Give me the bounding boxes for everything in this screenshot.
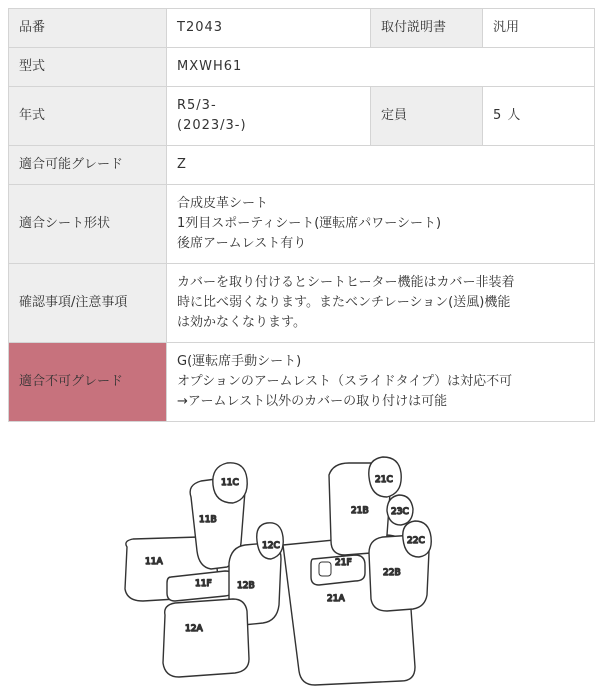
year-value <box>167 87 371 146</box>
label-11f: 11F <box>195 579 212 589</box>
seat-part-12a <box>163 599 249 677</box>
seat-shape-line: 後席アームレスト有り <box>177 236 307 251</box>
incompatible-line: オプションのアームレスト（スライドタイプ）は対応不可 <box>177 374 513 389</box>
seat-shape-value <box>167 185 595 264</box>
notes-line: カバーを取り付けるとシートヒーター機能はカバー非装着 <box>177 275 515 290</box>
label-21c: 21C <box>375 475 393 485</box>
incompatible-line: G(運転席手動シート) <box>177 354 302 369</box>
manual-value: 汎用 <box>483 9 595 48</box>
label-11a: 11A <box>145 557 163 567</box>
manual-label: 取付説明書 <box>371 9 483 48</box>
spec-table <box>8 8 595 422</box>
label-12b: 12B <box>237 581 255 591</box>
label-21b: 21B <box>351 506 369 516</box>
row-part-number <box>9 9 595 48</box>
seat-shape-line: 1列目スポーティシート(運転席パワーシート) <box>177 216 442 231</box>
label-11b: 11B <box>199 515 217 525</box>
label-23c: 23C <box>391 507 409 517</box>
notes-label: 確認事項/注意事項 <box>9 264 167 343</box>
label-21a: 21A <box>327 594 345 604</box>
model-value: MXWH61 <box>167 48 595 87</box>
row-grade <box>9 146 595 185</box>
label-21f: 21F <box>335 558 352 568</box>
row-incompatible <box>9 343 595 422</box>
incompatible-grade-label: 適合不可グレード <box>9 343 167 422</box>
year-line: (2023/3-) <box>177 118 247 133</box>
seat-diagram-svg <box>115 455 440 687</box>
label-11c: 11C <box>221 478 239 488</box>
seat-cover-diagram <box>115 455 440 687</box>
row-notes <box>9 264 595 343</box>
notes-line: は効かなくなります。 <box>177 315 306 330</box>
incompatible-grade-value <box>167 343 595 422</box>
part-number-value: T2043 <box>167 9 371 48</box>
label-22b: 22B <box>383 568 401 578</box>
capacity-value: 5 人 <box>483 87 595 146</box>
notes-line: 時に比べ弱くなります。またベンチレーション(送風)機能 <box>177 295 511 310</box>
grade-label: 適合可能グレード <box>9 146 167 185</box>
incompatible-line: →アームレスト以外のカバーの取り付けは可能 <box>177 394 448 409</box>
year-line: R5/3- <box>177 98 217 113</box>
grade-value: Z <box>167 146 595 185</box>
row-year <box>9 87 595 146</box>
part-number-label: 品番 <box>9 9 167 48</box>
label-22c: 22C <box>407 536 425 546</box>
row-model <box>9 48 595 87</box>
seat-shape-line: 合成皮革シート <box>177 196 269 211</box>
model-label: 型式 <box>9 48 167 87</box>
label-12a: 12A <box>185 624 203 634</box>
notes-value <box>167 264 595 343</box>
label-12c: 12C <box>262 541 280 551</box>
seat-shape-label: 適合シート形状 <box>9 185 167 264</box>
row-seat-shape <box>9 185 595 264</box>
capacity-label: 定員 <box>371 87 483 146</box>
year-label: 年式 <box>9 87 167 146</box>
